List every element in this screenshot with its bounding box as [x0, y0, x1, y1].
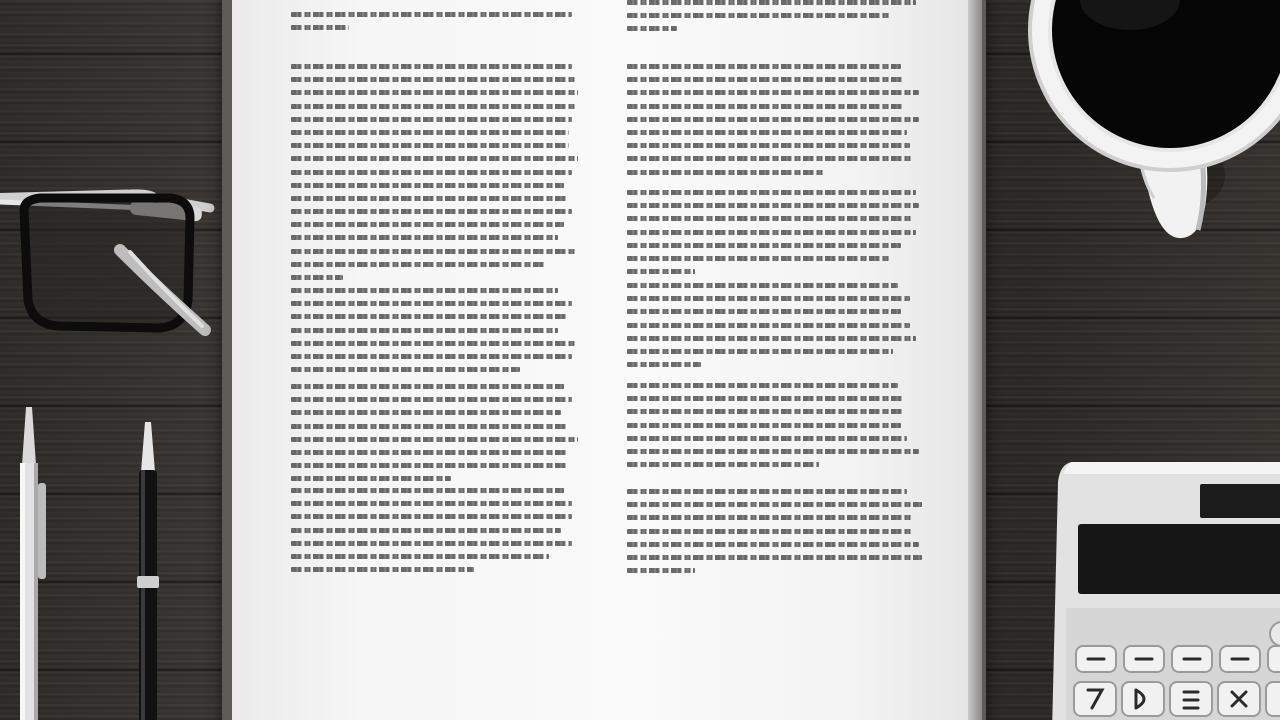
text-line	[627, 230, 916, 235]
text-line	[627, 568, 695, 573]
text-line	[291, 170, 572, 175]
black-pen	[128, 420, 168, 720]
text-line	[291, 541, 572, 546]
text-line	[627, 542, 919, 547]
text-line	[291, 554, 549, 559]
text-line	[627, 0, 916, 5]
calculator	[1052, 462, 1280, 720]
text-line	[627, 336, 916, 341]
text-line	[291, 25, 349, 30]
text-line	[291, 104, 575, 109]
text-line	[627, 349, 893, 354]
text-line	[627, 26, 677, 31]
text-line	[291, 410, 561, 415]
text-line	[291, 567, 474, 572]
text-line	[291, 262, 546, 267]
text-line	[627, 515, 913, 520]
text-line	[291, 275, 343, 280]
text-line	[291, 130, 569, 135]
text-line	[291, 341, 575, 346]
text-line	[627, 396, 904, 401]
text-line	[291, 367, 520, 372]
text-line	[627, 462, 819, 467]
paragraph-2-1	[627, 0, 916, 40]
paragraph-2-4	[627, 283, 916, 375]
text-line	[291, 196, 567, 201]
text-line	[627, 130, 907, 135]
text-line	[291, 64, 572, 69]
text-line	[627, 269, 695, 274]
paragraph-1-1	[291, 12, 572, 38]
calculator-display	[1078, 524, 1280, 594]
text-line	[291, 117, 572, 122]
text-line	[291, 90, 578, 95]
text-line	[627, 423, 901, 428]
text-line	[291, 463, 567, 468]
text-line	[627, 64, 901, 69]
text-line	[291, 12, 572, 17]
paragraph-1-5	[291, 488, 572, 580]
text-line	[627, 143, 910, 148]
text-line	[291, 143, 569, 148]
text-line	[627, 555, 922, 560]
text-line	[291, 424, 567, 429]
text-line	[627, 323, 910, 328]
text-line	[291, 397, 572, 402]
text-line	[627, 296, 910, 301]
silver-pen	[6, 405, 54, 720]
text-line	[291, 450, 567, 455]
text-line	[291, 501, 572, 506]
text-line	[291, 222, 564, 227]
paragraph-2-2	[627, 64, 919, 183]
text-line	[627, 502, 922, 507]
text-line	[627, 117, 919, 122]
text-line	[291, 476, 451, 481]
text-line	[627, 489, 907, 494]
page-edge	[968, 0, 982, 720]
text-line	[627, 529, 913, 534]
paragraph-2-3	[627, 190, 919, 282]
text-line	[627, 243, 901, 248]
text-line	[291, 156, 578, 161]
text-line	[291, 354, 572, 359]
text-line	[291, 514, 572, 519]
text-line	[627, 362, 701, 367]
text-line	[291, 183, 564, 188]
text-line	[291, 328, 558, 333]
eyeglasses	[0, 180, 220, 340]
text-line	[291, 437, 578, 442]
solar-panel	[1200, 484, 1280, 518]
paragraph-1-4	[291, 384, 578, 490]
text-line	[291, 249, 575, 254]
text-line	[627, 104, 904, 109]
text-line	[627, 190, 916, 195]
text-line	[291, 235, 558, 240]
text-line	[291, 488, 564, 493]
paragraph-1-2	[291, 64, 578, 288]
coffee-cup	[1020, 0, 1280, 250]
text-line	[627, 449, 919, 454]
text-line	[627, 77, 904, 82]
text-line	[291, 209, 572, 214]
text-line	[291, 528, 561, 533]
text-line	[627, 216, 913, 221]
paragraph-2-5	[627, 383, 919, 475]
text-line	[627, 383, 898, 388]
text-line	[627, 283, 898, 288]
text-line	[627, 13, 890, 18]
text-line	[627, 309, 901, 314]
text-line	[627, 203, 919, 208]
text-line	[291, 77, 575, 82]
paragraph-1-3	[291, 288, 575, 380]
text-line	[291, 314, 567, 319]
text-line	[627, 436, 907, 441]
text-line	[291, 301, 572, 306]
text-line	[627, 90, 919, 95]
text-line	[627, 409, 904, 414]
text-line	[627, 256, 890, 261]
text-line	[291, 384, 564, 389]
text-line	[627, 170, 825, 175]
paragraph-2-6	[627, 489, 922, 581]
text-line	[627, 156, 913, 161]
text-line	[291, 288, 558, 293]
